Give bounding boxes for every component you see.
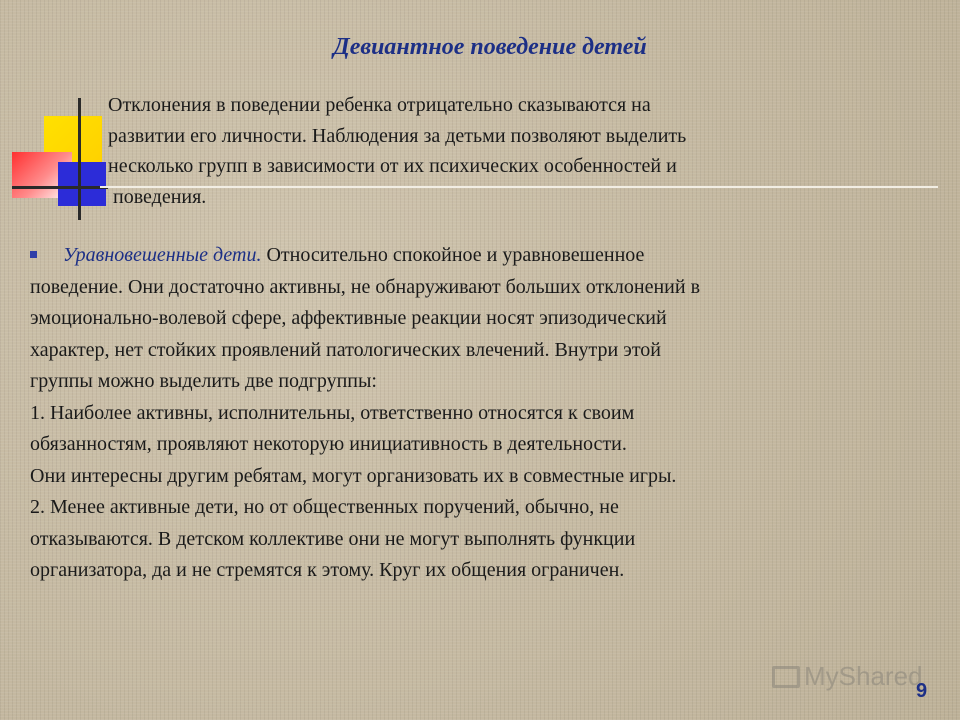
body-line: поведение. Они достаточно активны, не обнаруживают больших отклонений в <box>30 275 701 298</box>
body-line: 2. Менее активные дети, но от общественных поручений, обычно, не <box>30 496 619 518</box>
body-line: характер, нет стойких проявлений патологических влечений. Внутри этой <box>30 338 661 361</box>
intro-line: развитии его личности. Наблюдения за детьми позволяют выделить <box>108 124 687 147</box>
main-paragraph <box>30 240 940 587</box>
square-bullet-icon <box>30 251 37 258</box>
slide-title: Девиантное поведение детей <box>333 34 647 60</box>
watermark <box>770 656 930 696</box>
page-number: 9 <box>916 680 928 702</box>
body-line: группы можно выделить две подгруппы: <box>30 370 377 392</box>
horizontal-line <box>12 186 108 189</box>
monitor-icon <box>770 662 798 690</box>
lead-term: Уравновешенные дети. <box>63 244 262 266</box>
bullet-line <box>30 240 940 272</box>
watermark-text: MyShared <box>804 660 923 691</box>
vertical-line <box>78 98 81 220</box>
intro-line: несколько групп в зависимости от их психических особенностей и <box>108 155 677 177</box>
body-line: Они интересны другим ребятам, могут организовать их в совместные игры. <box>30 464 677 487</box>
first-line-rest: Относительно спокойное и уравновешенное <box>261 244 645 266</box>
blue-square <box>58 162 106 206</box>
body-line: организатора, да и не стремятся к этому. Круг их общения ограничен. <box>30 559 625 581</box>
body-line: обязанностям, проявляют некоторую инициативность в деятельности. <box>30 433 627 455</box>
color-squares-logo <box>12 98 122 228</box>
intro-paragraph <box>108 90 908 212</box>
body-line: 1. Наиболее активны, исполнительны, ответственно относятся к своим <box>30 401 635 424</box>
body-line: отказываются. В детском коллективе они не могут выполнять функции <box>30 527 636 550</box>
body-line: эмоционально-волевой сфере, аффективные реакции носят эпизодический <box>30 307 667 329</box>
intro-line: поведения. <box>108 185 207 208</box>
intro-line: Отклонения в поведении ребенка отрицательно сказываются на <box>108 94 651 116</box>
